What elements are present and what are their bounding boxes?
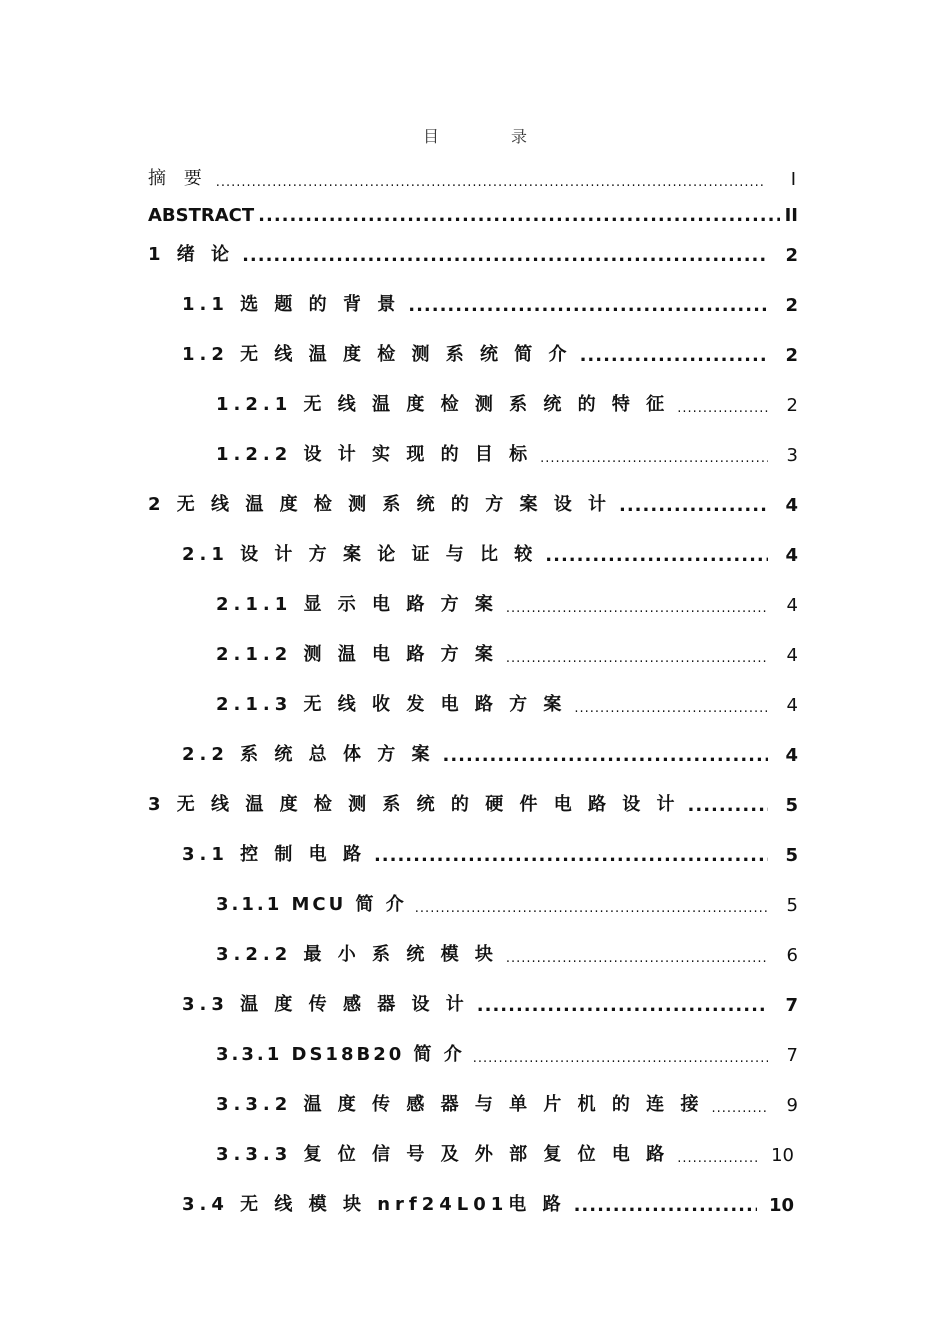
dot-leader [580,345,768,366]
toc-page-number: 4 [786,645,798,666]
dot-leader [415,901,768,916]
toc-entry-1-2[interactable] [182,336,798,366]
toc-label: 2.1.3 无 线 收 发 电 路 方 案 [216,694,567,715]
dot-leader [408,295,768,316]
toc-entry-2-1-2[interactable] [216,636,798,666]
dot-leader [545,545,768,566]
toc-page-number: 5 [785,795,798,816]
toc-page-number: 3 [786,445,798,466]
toc-entry-1-2-1[interactable] [216,386,798,416]
toc-label: 3.1.1 MCU 简 介 [216,894,407,915]
toc-entry-ch1[interactable] [148,236,798,266]
toc-label: 3.3 温 度 传 感 器 设 计 [182,994,469,1015]
toc-page-number: 6 [786,945,798,966]
dot-leader [216,175,766,190]
toc-entry-2-1-1[interactable] [216,586,798,616]
toc-label: 1.2.2 设 计 实 现 的 目 标 [216,444,533,465]
toc-entry-2-2[interactable] [182,736,798,766]
toc-page-number: 10 [771,1145,794,1166]
dot-leader [258,205,780,226]
toc-entry-3-3-2[interactable] [216,1086,798,1116]
toc-page-number: 2 [786,395,798,416]
toc-page-number: 5 [785,845,798,866]
toc-entry-2-1[interactable] [182,536,798,566]
toc-page-number: II [784,205,798,226]
dot-leader [443,745,769,766]
toc-page-number: 7 [785,995,798,1016]
dot-leader [506,951,768,966]
toc-page-number: 10 [768,1195,794,1216]
toc-label: 3.3.2 温 度 传 感 器 与 单 片 机 的 连 接 [216,1094,704,1115]
toc-label: 2.1.1 显 示 电 路 方 案 [216,594,498,615]
toc-entry-3-1-1[interactable] [216,886,798,916]
toc-label: 1.2 无 线 温 度 检 测 系 统 简 介 [182,344,572,365]
toc-label: 1 绪 论 [148,244,235,265]
toc-entry-ch3[interactable] [148,786,798,816]
toc-entry-abstract-cn[interactable] [148,160,796,190]
toc-entry-3-3[interactable] [182,986,798,1016]
toc-page-number: 7 [786,1045,798,1066]
toc-page-number: 4 [786,595,798,616]
toc-label: 3.3.3 复 位 信 号 及 外 部 复 位 电 路 [216,1144,670,1165]
toc-label: 1.2.1 无 线 温 度 检 测 系 统 的 特 征 [216,394,670,415]
toc-page-number: 4 [786,695,798,716]
toc-label: 3 无 线 温 度 检 测 系 统 的 硬 件 电 路 设 计 [148,794,680,815]
toc-label: 3.4 无 线 模 块 nrf24L01电 路 [182,1194,566,1215]
dot-leader [540,451,768,466]
toc-label: 2.2 系 统 总 体 方 案 [182,744,435,765]
dot-leader [677,401,768,416]
toc-page-number: I [790,169,796,190]
dot-leader [711,1101,768,1116]
toc-label: 2.1 设 计 方 案 论 证 与 比 较 [182,544,538,565]
toc-entry-ch2[interactable] [148,486,798,516]
toc-page-number: 2 [785,295,798,316]
toc-label: 摘 要 [148,168,208,189]
toc-entry-3-3-3[interactable] [216,1136,794,1166]
toc-label: 3.3.1 DS18B20 简 介 [216,1044,465,1065]
toc-page-number: 4 [785,745,798,766]
toc-label: 2 无 线 温 度 检 测 系 统 的 方 案 设 计 [148,494,611,515]
toc-entry-abstract-en[interactable] [148,196,798,226]
toc-entry-3-4[interactable] [182,1186,794,1216]
toc-page-number: 4 [785,495,798,516]
toc-entry-3-1[interactable] [182,836,798,866]
toc-page-number: 2 [785,345,798,366]
dot-leader [242,245,768,266]
dot-leader [574,701,768,716]
dot-leader [677,1151,758,1166]
toc-page-number: 5 [786,895,798,916]
dot-leader [688,795,768,816]
dot-leader [473,1051,768,1066]
dot-leader [374,845,768,866]
page-title: 目 录 [422,127,555,146]
dot-leader [574,1195,757,1216]
dot-leader [619,495,768,516]
toc-entry-3-3-1[interactable] [216,1036,798,1066]
toc-entry-2-1-3[interactable] [216,686,798,716]
toc-entry-1-2-2[interactable] [216,436,798,466]
dot-leader [506,651,768,666]
dot-leader [506,601,768,616]
toc-page-number: 9 [786,1095,798,1116]
toc-label: 1.1 选 题 的 背 景 [182,294,401,315]
toc-label: 3.2.2 最 小 系 统 模 块 [216,944,498,965]
dot-leader [477,995,768,1016]
toc-page-number: 4 [785,545,798,566]
toc-page-number: 2 [785,245,798,266]
toc-label: 2.1.2 测 温 电 路 方 案 [216,644,498,665]
toc-entry-3-2-2[interactable] [216,936,798,966]
toc-entry-1-1[interactable] [182,286,798,316]
toc-label: ABSTRACT [148,205,255,226]
toc-label: 3.1 控 制 电 路 [182,844,366,865]
